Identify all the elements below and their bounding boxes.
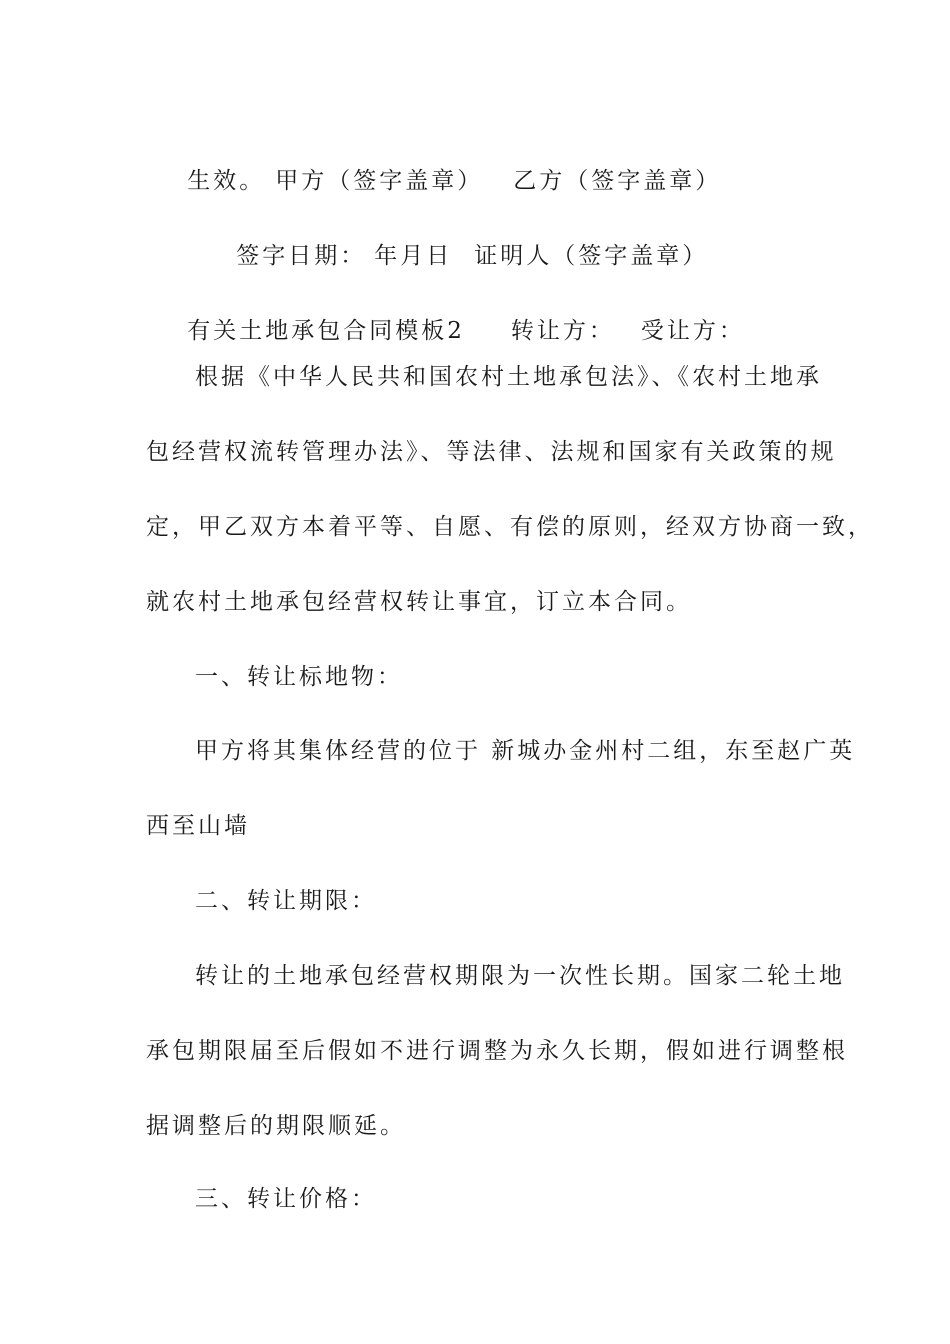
party-b-signature: 乙方（签字盖章）: [513, 168, 722, 194]
section-body-line: 转让的土地承包经营权期限为一次性长期。国家二轮土地: [195, 963, 845, 989]
section-body-line: 甲方将其集体经营的位于 新城办金州村二组，东至赵广英: [195, 738, 856, 764]
contract-title: 有关土地承包合同模板2: [187, 318, 465, 344]
party-a-signature: 甲方（签字盖章）: [275, 168, 484, 194]
section-body-line: 西至山墙: [146, 813, 250, 839]
paragraph-line: 包经营权流转管理办法》、等法律、法规和国家有关政策的规: [146, 439, 837, 465]
section-heading: 三、转让价格：: [195, 1186, 377, 1212]
transferee-label: 受让方：: [640, 318, 745, 344]
paragraph-line: 定，甲乙双方本着平等、自愿、有偿的原则，经双方协商一致，: [146, 514, 874, 540]
section-heading: 一、转让标地物：: [195, 664, 403, 690]
section-body-line: 据调整后的期限顺延。: [146, 1113, 406, 1139]
witness-signature: 证明人（签字盖章）: [474, 243, 709, 269]
transferor-label: 转让方：: [510, 318, 615, 344]
paragraph-line: 就农村土地承包经营权转让事宜，订立本合同。: [146, 589, 692, 615]
section-body-line: 承包期限届至后假如不进行调整为永久长期，假如进行调整根: [146, 1038, 848, 1064]
section-heading: 二、转让期限：: [195, 888, 377, 914]
paragraph-line: 根据《中华人民共和国农村土地承包法》、《农村土地承: [195, 364, 822, 390]
date-label: 签字日期：: [236, 243, 367, 269]
sign-prefix: 生效。: [187, 168, 266, 194]
date-value: 年月日: [374, 243, 453, 269]
